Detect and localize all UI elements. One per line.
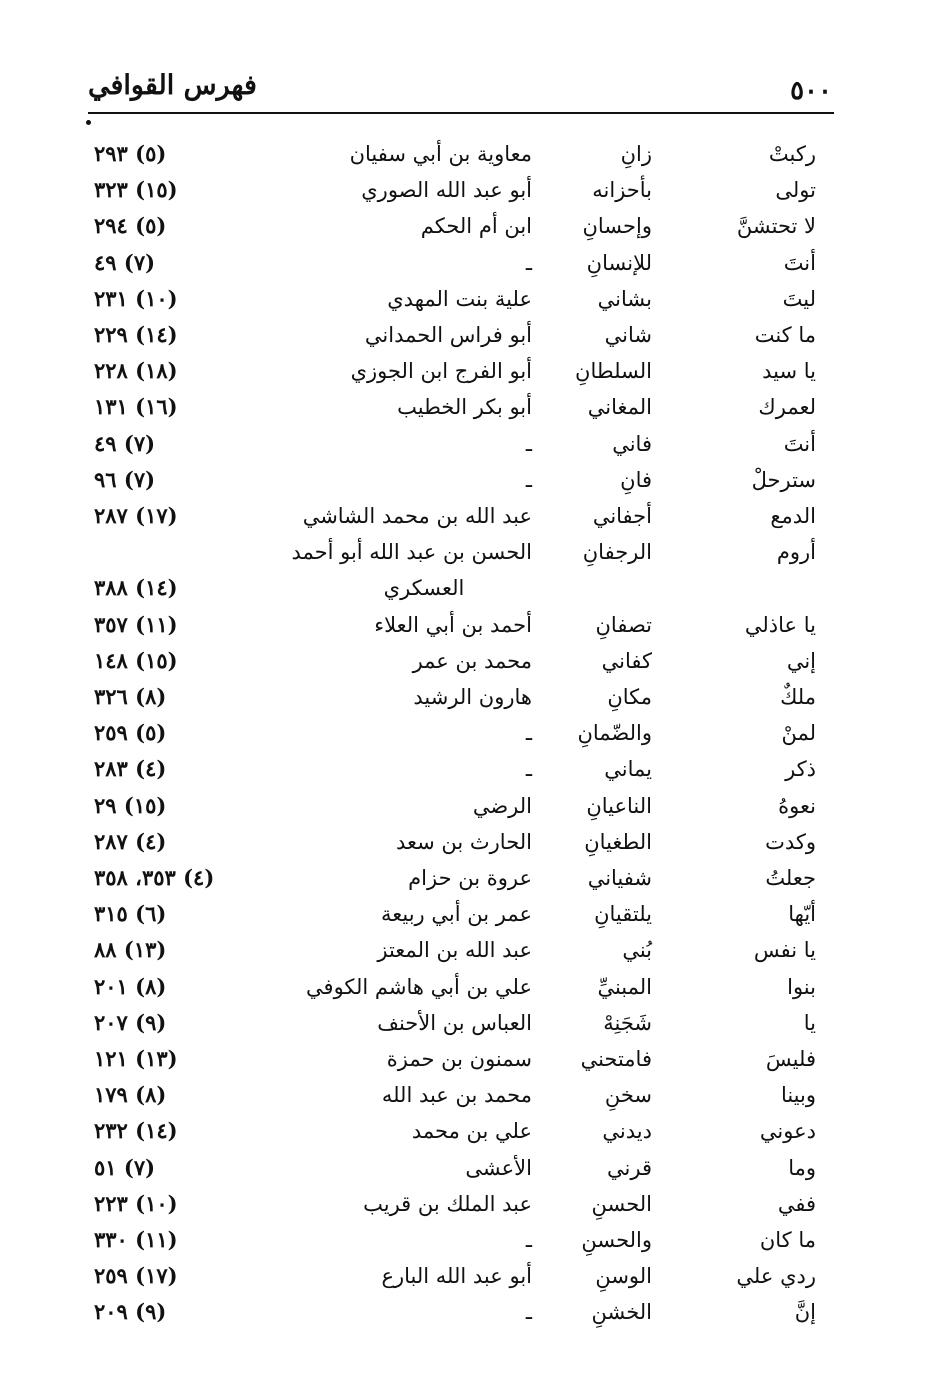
verse-opening: تولى xyxy=(775,178,816,203)
rhyme-word: الناعيانِ xyxy=(586,793,652,818)
index-row xyxy=(0,1258,944,1294)
index-row xyxy=(0,715,944,751)
verse-opening: وما xyxy=(788,1155,816,1180)
verse-reference: (٥) ٢٩٤ xyxy=(94,213,167,239)
poet-name: ـ xyxy=(525,1300,532,1325)
index-row xyxy=(0,389,944,425)
verse-reference: (٦) ٣١٥ xyxy=(94,901,167,927)
rhyme-word: المغاني xyxy=(587,395,652,420)
rhyme-word: أجفاني xyxy=(592,504,652,528)
verse-reference: (٩) ٢٠٧ xyxy=(94,1009,167,1035)
index-row xyxy=(0,534,944,606)
index-row xyxy=(0,1222,944,1258)
poet-name: أبو الفرج ابن الجوزي xyxy=(350,359,532,384)
rhyme-word: ديدني xyxy=(602,1119,652,1144)
verse-reference: (١٠) ٢٣١ xyxy=(94,285,178,311)
poet-name: معاوية بن أبي سفيان xyxy=(349,142,532,166)
poet-name: ـ xyxy=(525,431,532,456)
header-rule xyxy=(88,112,834,114)
verse-opening: فليسَ xyxy=(765,1047,816,1071)
poet-name: أبو بكر الخطيب xyxy=(397,395,532,420)
verse-reference: (٩) ٢٠٩ xyxy=(94,1299,167,1325)
poet-name: أبو عبد الله الصوري xyxy=(361,178,532,203)
verse-opening: أنتَ xyxy=(783,250,816,275)
index-row xyxy=(0,353,944,389)
index-row xyxy=(0,607,944,643)
rhyme-word: فانِ xyxy=(620,467,652,492)
verse-opening: دعوني xyxy=(759,1119,816,1144)
verse-opening: وكدت xyxy=(765,829,816,854)
poet-name: عروة بن حزام xyxy=(408,866,532,890)
rhyme-word: بُني xyxy=(622,938,652,963)
verse-reference: (١٨) ٢٢٨ xyxy=(94,358,178,384)
rhyme-word: شفياني xyxy=(587,866,652,890)
verse-opening: يا سيد xyxy=(762,359,816,384)
rhyme-word: بشاني xyxy=(597,286,652,311)
verse-opening: ذكر xyxy=(785,757,816,782)
rhyme-word: الحسنِ xyxy=(591,1191,652,1216)
index-row xyxy=(0,824,944,860)
verse-reference: (١٦) ١٣١ xyxy=(94,394,178,420)
verse-opening: أنتَ xyxy=(783,431,816,456)
rhyme-word: تصفانِ xyxy=(595,612,652,637)
poet-name: ـ xyxy=(525,721,532,746)
index-row xyxy=(0,208,944,244)
verse-reference: (١٤) ٢٢٩ xyxy=(94,322,178,347)
rhyme-word: بأحزانه xyxy=(592,178,652,203)
verse-opening: إني xyxy=(786,648,816,673)
rhyme-word: المبنيِّ xyxy=(597,974,652,999)
index-row xyxy=(0,896,944,932)
poet-name: ـ xyxy=(525,757,532,782)
verse-opening: إنَّ xyxy=(794,1300,816,1325)
page-title: فهرس القوافي xyxy=(88,70,257,101)
poet-name: ـ xyxy=(525,467,532,492)
page-number: ٥٠٠ xyxy=(790,76,832,106)
verse-opening: لمنْ xyxy=(781,721,816,746)
verse-reference: (٨) ٢٠١ xyxy=(94,973,167,999)
ink-dot xyxy=(86,120,91,125)
rhyme-word: قرني xyxy=(607,1155,652,1180)
index-row xyxy=(0,969,944,1005)
index-row xyxy=(0,860,944,896)
index-row xyxy=(0,1077,944,1113)
verse-opening: لا تحتشنَّ xyxy=(736,214,816,239)
rhyme-word: والحسنِ xyxy=(581,1228,652,1252)
index-row xyxy=(0,1041,944,1077)
index-row xyxy=(0,1150,944,1186)
poet-name: علي بن محمد xyxy=(411,1119,532,1144)
verse-reference: (٤) ٢٨٧ xyxy=(94,828,167,854)
poet-name: أبو عبد الله البارع xyxy=(381,1264,532,1289)
verse-reference: (١١) ٣٥٧ xyxy=(94,611,178,637)
rhyme-word: فامتحني xyxy=(580,1047,652,1071)
poet-name: العباس بن الأحنف xyxy=(377,1010,532,1035)
verse-opening: ما كان xyxy=(759,1228,816,1252)
verse-opening: ملكٌ xyxy=(780,685,816,709)
index-row xyxy=(0,462,944,498)
poet-name: الأعشى xyxy=(465,1155,532,1180)
verse-reference: (١٣) ٨٨ xyxy=(94,937,167,963)
verse-reference: (١٧) ٢٨٧ xyxy=(94,503,178,528)
poet-name-continued: العسكري xyxy=(383,576,465,601)
poet-name: سمنون بن حمزة xyxy=(386,1047,532,1071)
rhyme-word: فاني xyxy=(612,431,652,456)
poet-name: هارون الرشيد xyxy=(413,685,532,709)
verse-reference: (١٧) ٢٥٩ xyxy=(94,1263,178,1289)
index-row xyxy=(0,245,944,281)
index-row xyxy=(0,172,944,208)
poet-name: عبد الله بن المعتز xyxy=(377,938,532,963)
verse-reference: (٧) ٤٩ xyxy=(94,249,156,275)
verse-reference: (١٥) ٢٩ xyxy=(94,792,167,818)
poet-name: ابن أم الحكم xyxy=(420,214,532,239)
verse-reference: (٤) ٣٥٣، ٣٥٨ xyxy=(94,865,215,890)
index-row xyxy=(0,1294,944,1330)
index-row xyxy=(0,281,944,317)
rhyme-word: زانِ xyxy=(620,142,652,166)
rhyme-word: سخنِ xyxy=(604,1083,652,1108)
index-row xyxy=(0,136,944,172)
verse-opening: يا نفس xyxy=(753,938,816,963)
rhyme-word: كفاني xyxy=(601,648,652,673)
verse-opening: بنوا xyxy=(787,974,816,999)
verse-opening: يا عاذلي xyxy=(744,612,816,637)
rhyme-word: الرجفانِ xyxy=(582,540,652,565)
index-row xyxy=(0,1186,944,1222)
verse-reference: (١٤) ٢٣٢ xyxy=(94,1118,178,1144)
verse-opening: سترحلْ xyxy=(751,467,816,492)
verse-reference: (١٤) ٣٨٨ xyxy=(94,575,178,601)
poet-name: عبد الله بن محمد الشاشي xyxy=(302,504,532,528)
verse-reference: (٧) ٩٦ xyxy=(94,466,156,492)
verse-opening: ردي علي xyxy=(736,1264,816,1289)
rhyme-word: الوسنِ xyxy=(595,1264,652,1289)
rhyme-word: السلطانِ xyxy=(575,359,652,384)
verse-opening: ليتَ xyxy=(782,286,816,311)
poet-name: الحسن بن عبد الله أبو أحمد xyxy=(291,540,532,565)
verse-reference: (١٥) ١٤٨ xyxy=(94,647,178,673)
verse-reference: (٤) ٢٨٣ xyxy=(94,756,167,782)
verse-reference: (١٥) ٣٢٣ xyxy=(94,177,178,203)
verse-opening: لعمرك xyxy=(758,395,816,420)
index-row xyxy=(0,1113,944,1149)
index-row xyxy=(0,498,944,534)
rhyme-word: للإنسانِ xyxy=(586,250,652,275)
verse-opening: ركبتْ xyxy=(768,142,816,166)
verse-opening: ففي xyxy=(777,1191,816,1216)
rhyme-word: مكانِ xyxy=(607,685,652,709)
poet-name: الحارث بن سعد xyxy=(395,829,532,854)
index-row xyxy=(0,643,944,679)
verse-reference: (٨) ٣٢٦ xyxy=(94,684,167,709)
index-row xyxy=(0,1005,944,1041)
verse-reference: (١٣) ١٢١ xyxy=(94,1046,178,1071)
poet-name: عبد الملك بن قريب xyxy=(363,1191,532,1216)
poet-name: محمد بن عبد الله xyxy=(381,1083,532,1108)
rhyme-word: الخشنِ xyxy=(591,1300,652,1325)
rhyme-word: شَجَنِهْ xyxy=(603,1010,652,1035)
rhyme-word: الطغيانِ xyxy=(584,829,652,854)
poet-name: الرضي xyxy=(472,793,532,818)
verse-reference: (١٠) ٢٢٣ xyxy=(94,1190,178,1216)
verse-reference: (٧) ٥١ xyxy=(94,1154,156,1180)
verse-reference: (٥) ٢٩٣ xyxy=(94,141,167,166)
verse-reference: (٨) ١٧٩ xyxy=(94,1082,167,1108)
verse-reference: (١١) ٣٣٠ xyxy=(94,1227,178,1252)
index-row xyxy=(0,788,944,824)
verse-opening: وبينا xyxy=(780,1083,816,1108)
poet-name: أبو فراس الحمداني xyxy=(364,323,532,347)
poet-name: أحمد بن أبي العلاء xyxy=(374,612,532,637)
verse-opening: الدمع xyxy=(770,504,816,528)
verse-opening: يا xyxy=(803,1010,816,1035)
index-row xyxy=(0,679,944,715)
index-row xyxy=(0,751,944,787)
verse-opening: أروم xyxy=(776,540,816,565)
rhyme-word: شاني xyxy=(604,323,652,347)
rhyme-word: وإحسانِ xyxy=(582,214,652,239)
verse-opening: ما كنت xyxy=(754,323,816,347)
verse-reference: (٥) ٢٥٩ xyxy=(94,720,167,746)
poet-name: علية بنت المهدي xyxy=(387,286,532,311)
rhyme-word: يماني xyxy=(604,757,652,782)
verse-opening: أيّها xyxy=(788,902,816,927)
rhyme-word: والضّمانِ xyxy=(577,721,652,746)
verse-reference: (٧) ٤٩ xyxy=(94,430,156,456)
index-row xyxy=(0,932,944,968)
poet-name: علي بن أبي هاشم الكوفي xyxy=(306,974,532,999)
index-row xyxy=(0,317,944,353)
page-header xyxy=(88,66,832,112)
verse-opening: جعلتُ xyxy=(765,866,816,890)
verse-opening: نعوهُ xyxy=(778,793,816,818)
poet-name: محمد بن عمر xyxy=(412,648,532,673)
poet-name: ـ xyxy=(525,250,532,275)
poet-name: عمر بن أبي ربيعة xyxy=(380,902,532,927)
rhyme-word: يلتقيانِ xyxy=(594,902,652,927)
index-row xyxy=(0,426,944,462)
poet-name: ـ xyxy=(525,1228,532,1252)
